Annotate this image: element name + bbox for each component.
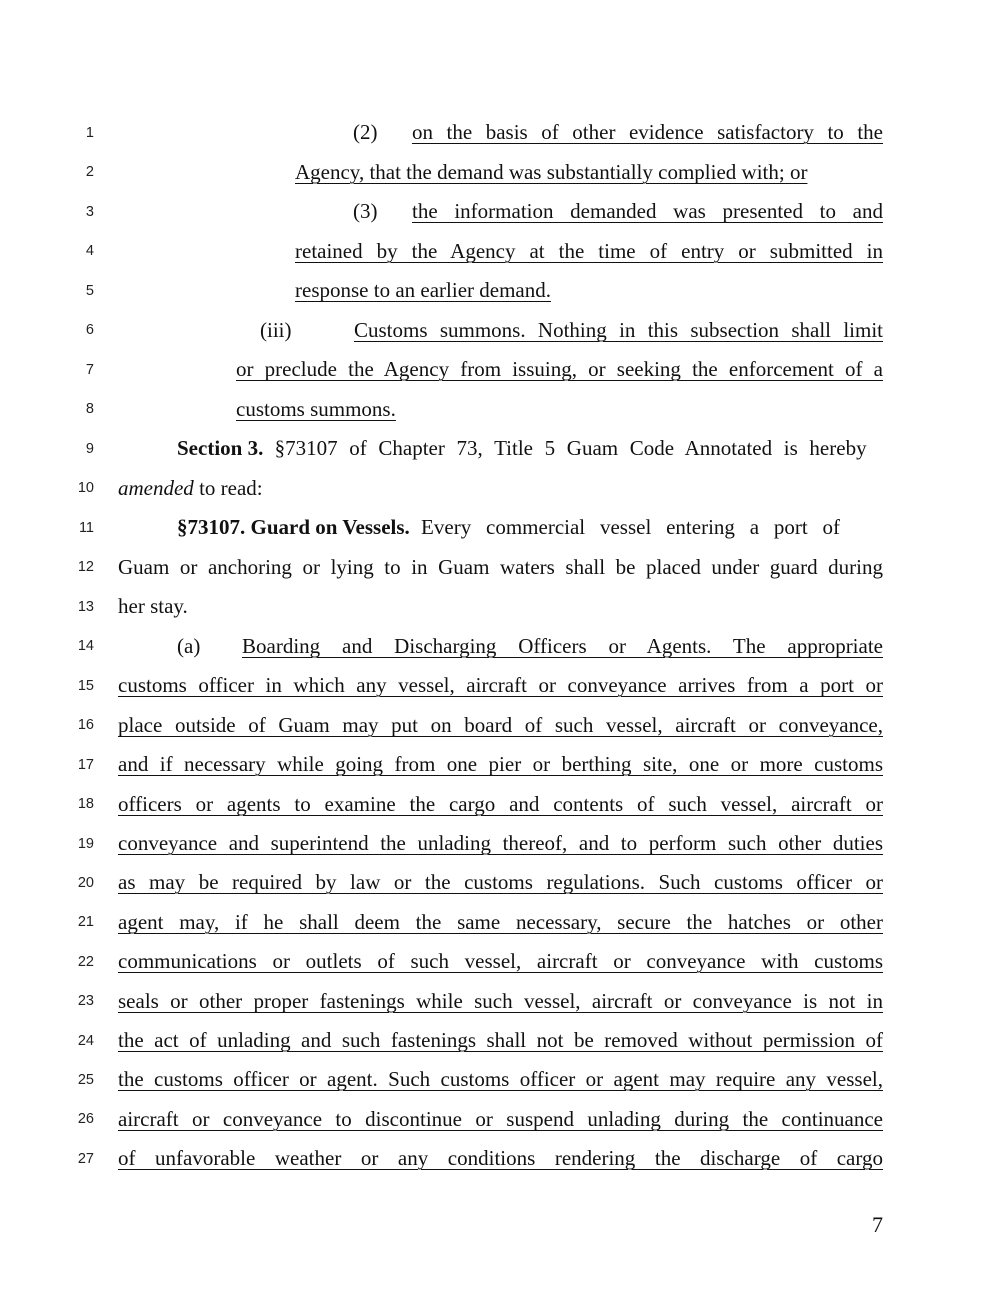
section-text: §73107 of Chapter 73, Title 5 Guam Code Annotated is hereby (274, 436, 867, 460)
line-number: 25 (77, 1072, 94, 1088)
para-text: Agency, that the demand was substantially complied with; or (295, 160, 808, 184)
line-number: 18 (77, 796, 94, 812)
section-3-line-1 (177, 436, 883, 460)
line-number: 8 (85, 401, 94, 417)
para-a-line: seals or other proper fastenings while such vessel, aircraft or conveyance is not in (118, 989, 883, 1013)
line-number: 3 (85, 204, 94, 220)
para-iii-line-3 (236, 397, 883, 421)
section-3-line-2 (118, 476, 883, 500)
s73107-line-2: Guam or anchoring or lying to in Guam waters shall be placed under guard during (118, 555, 883, 579)
para-a3-line-3 (295, 278, 883, 302)
para-marker: (3) (353, 199, 378, 223)
para-a-line: customs officer in which any vessel, aircraft or conveyance arrives from a port or (118, 673, 883, 697)
line-number: 12 (77, 559, 94, 575)
s73107-heading: §73107. Guard on Vessels. (177, 515, 410, 539)
line-number: 19 (77, 836, 94, 852)
para-a2-line-2 (295, 160, 883, 184)
para-a-line: of unfavorable weather or any conditions rendering the discharge of cargo (118, 1146, 883, 1170)
line-number: 24 (77, 1033, 94, 1049)
para-a-line: agent may, if he shall deem the same necessary, secure the hatches or other (118, 910, 883, 934)
line-number: 2 (85, 164, 94, 180)
para-a3-line-1 (353, 199, 883, 223)
line-number: 14 (77, 638, 94, 654)
line-number: 11 (78, 520, 94, 536)
line-number: 23 (77, 993, 94, 1009)
para-a-line: and if necessary while going from one pier or berthing site, one or more customs (118, 752, 883, 776)
para-text: Customs summons. Nothing in this subsection shall limit (354, 318, 883, 342)
para-text: Boarding and Discharging Officers or Agents. The appropriate (242, 634, 883, 658)
line-number: 9 (85, 441, 94, 457)
para-a2-line-1 (353, 120, 883, 144)
amended-word: amended (118, 476, 194, 500)
section-heading: Section 3. (177, 436, 264, 460)
line-number: 5 (85, 283, 94, 299)
line-number: 7 (85, 362, 94, 378)
page-number: 7 (872, 1212, 883, 1237)
line-number: 22 (77, 954, 94, 970)
para-a-line-1 (177, 634, 883, 658)
para-text: customs summons. (236, 397, 396, 421)
para-a-line: aircraft or conveyance to discontinue or suspend unlading during the continuance (118, 1107, 883, 1131)
s73107-text: Every commercial vessel entering a port of (421, 515, 841, 539)
line-number: 1 (85, 125, 94, 141)
line-number: 13 (77, 599, 94, 615)
line-number: 21 (77, 914, 94, 930)
para-a-line: as may be required by law or the customs regulations. Such customs officer or (118, 870, 883, 894)
para-a-line: communications or outlets of such vessel, aircraft or conveyance with customs (118, 949, 883, 973)
line-number: 10 (77, 480, 94, 496)
para-text: the information demanded was presented to and (412, 199, 883, 223)
section-text: to read: (199, 476, 263, 500)
para-marker: (a) (177, 634, 201, 658)
s73107-line-3: her stay. (118, 594, 188, 618)
para-a-line: the act of unlading and such fastenings shall not be removed without permission of (118, 1028, 883, 1052)
para-text: response to an earlier demand. (295, 278, 551, 302)
para-a-line: the customs officer or agent. Such customs officer or agent may require any vessel, (118, 1067, 883, 1091)
line-number: 16 (77, 717, 94, 733)
line-number: 27 (77, 1151, 94, 1167)
para-a-line: place outside of Guam may put on board of such vessel, aircraft or conveyance, (118, 713, 883, 737)
para-iii-line-2: or preclude the Agency from issuing, or seeking the enforcement of a (236, 357, 883, 381)
para-a-line: conveyance and superintend the unlading thereof, and to perform such other duties (118, 831, 883, 855)
para-a-line: officers or agents to examine the cargo and contents of such vessel, aircraft or (118, 792, 883, 816)
s73107-line-1 (177, 515, 883, 539)
para-iii-line-1 (260, 318, 883, 342)
para-marker: (2) (353, 120, 378, 144)
para-text: on the basis of other evidence satisfactory to the (412, 120, 883, 144)
line-number: 15 (77, 678, 94, 694)
line-number: 17 (77, 757, 94, 773)
para-a3-line-2: retained by the Agency at the time of entry or submitted in (295, 239, 883, 263)
line-number: 20 (77, 875, 94, 891)
line-number: 6 (85, 322, 94, 338)
line-number: 4 (85, 243, 94, 259)
line-number: 26 (77, 1111, 94, 1127)
para-marker: (iii) (260, 318, 292, 342)
